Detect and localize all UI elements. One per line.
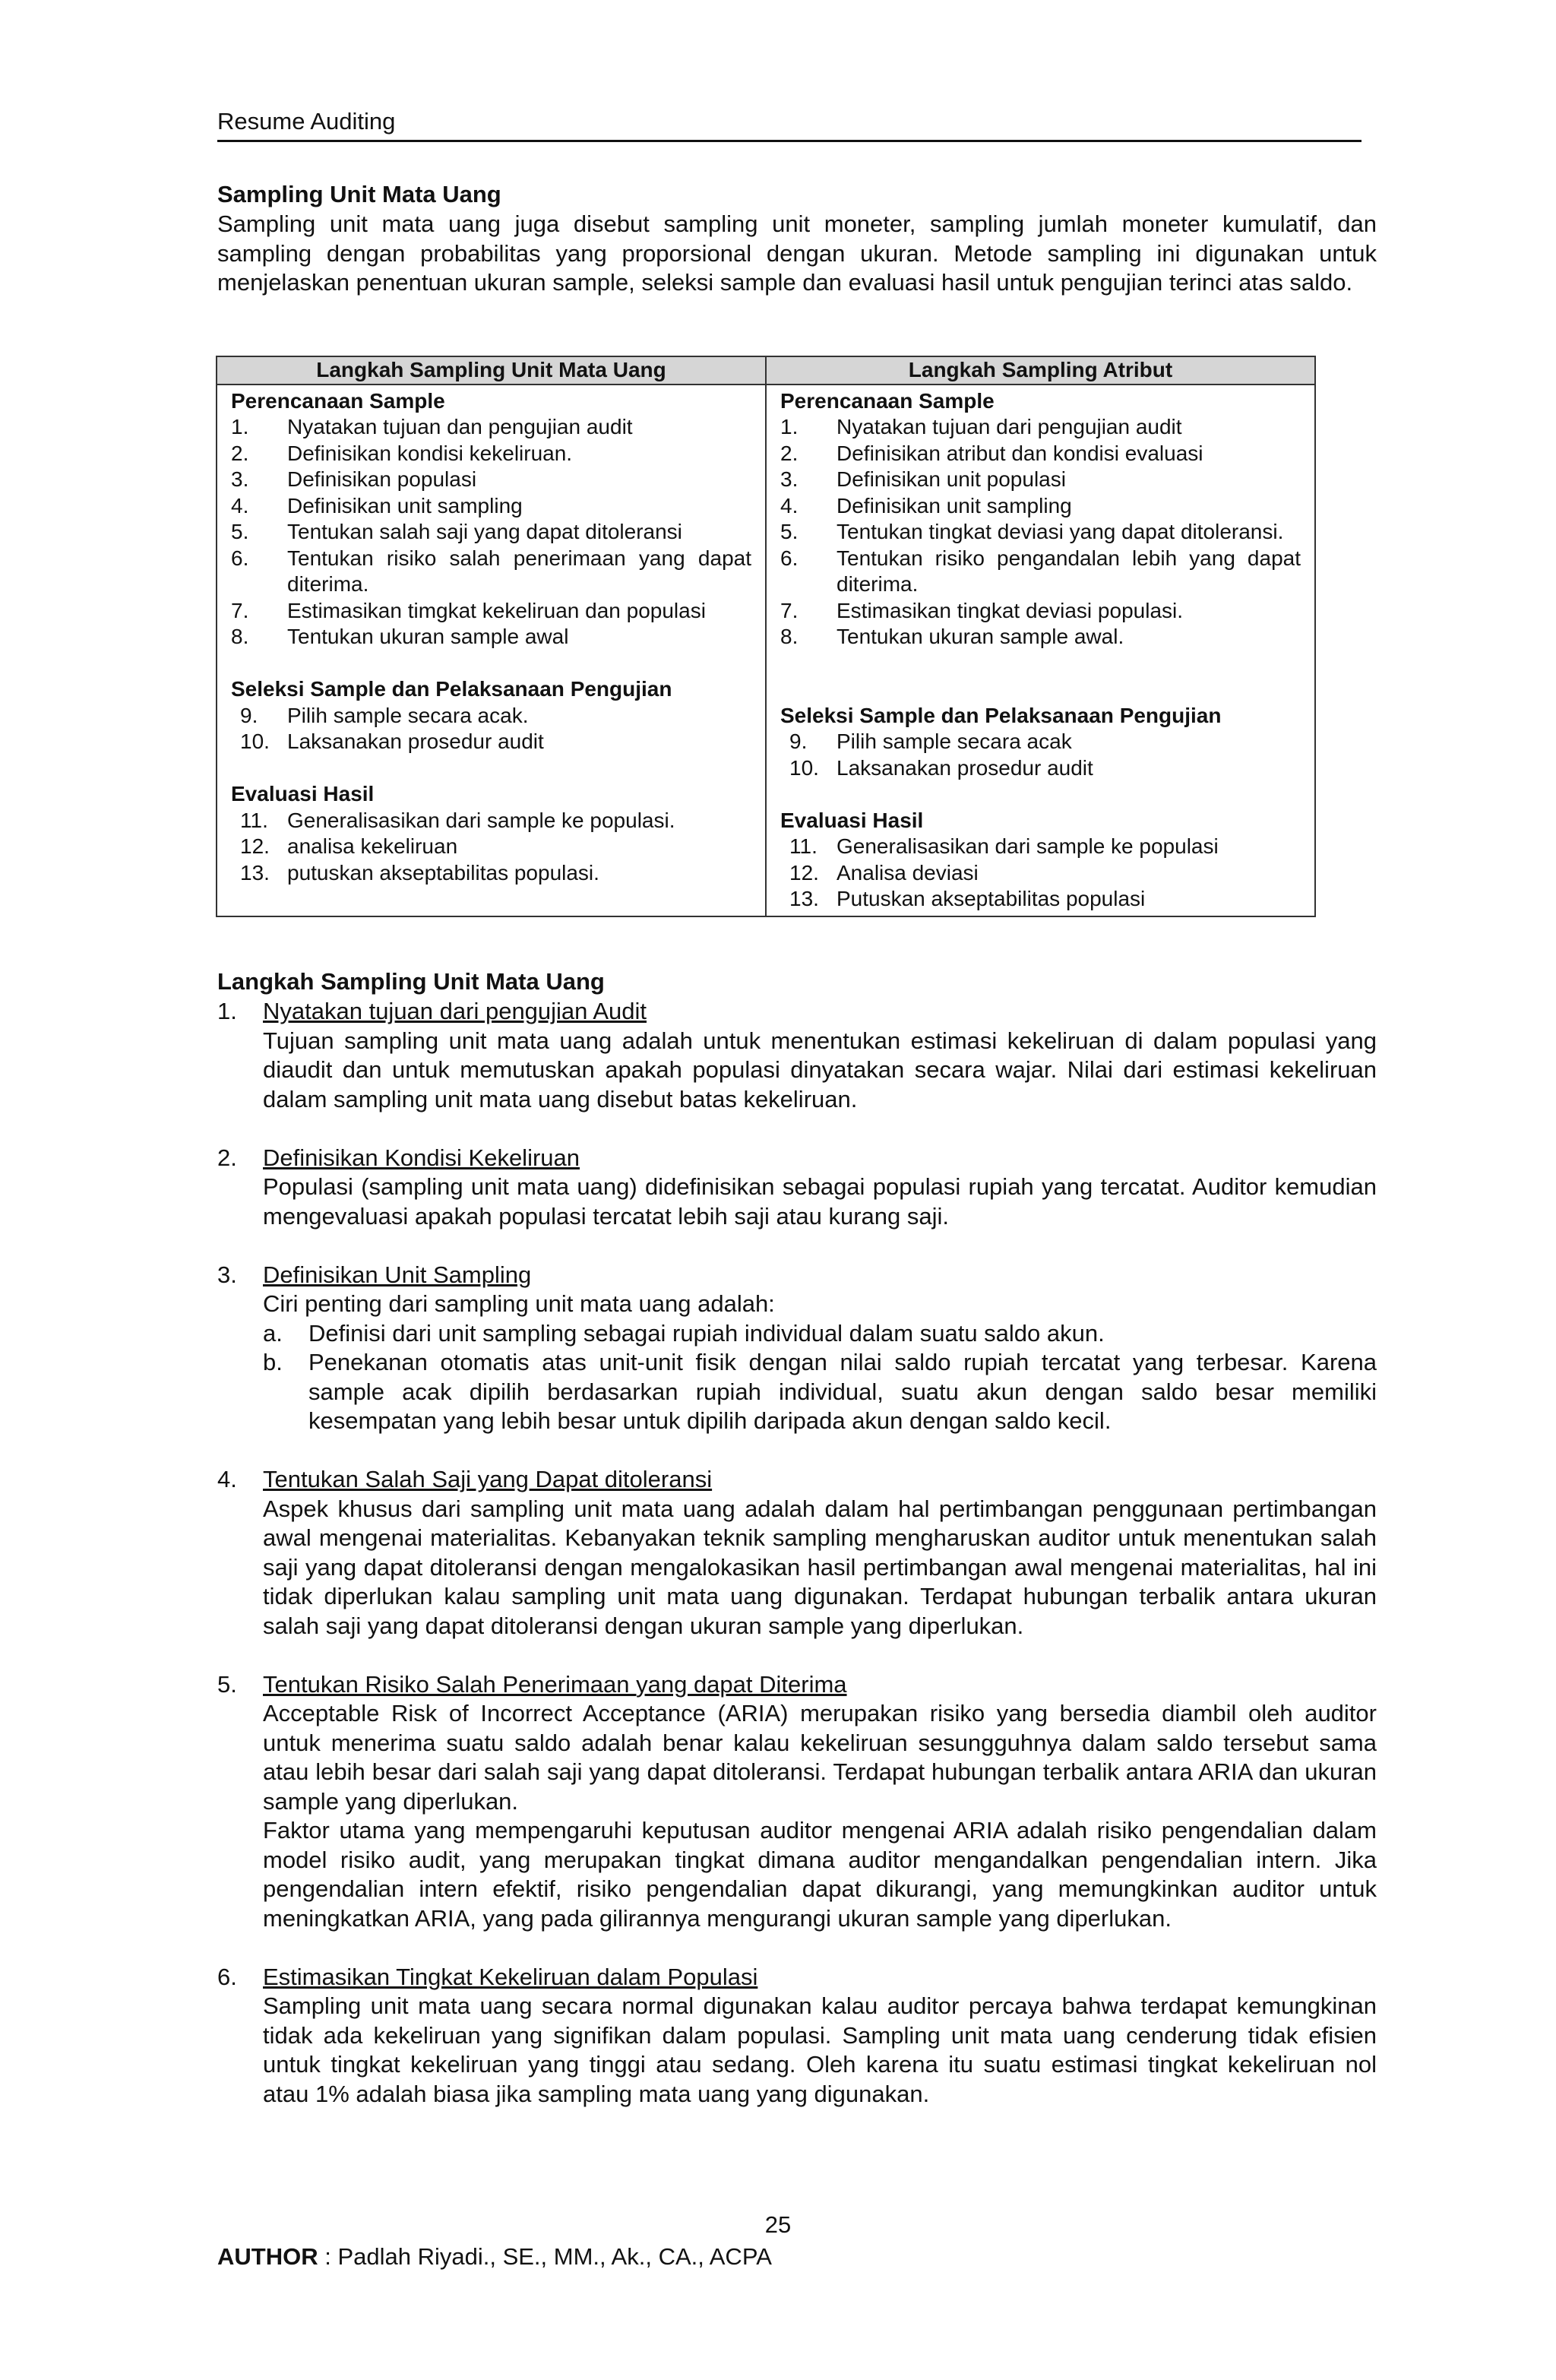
page-number: 25: [764, 2211, 792, 2238]
step-body: Faktor utama yang mempengaruhi keputusan auditor mengenai ARIA adalah risiko pengendalian dalam model risiko audit, yang merupakan tingkat dimana auditor mengandalkan pengendalian intern. Jika pengendalian intern efektif, risiko pengendalian dapat dikurangi, yang memungkinkan auditor untuk meningkatkan ARIA, yang pada gilirannya mengurangi ukuran sample yang diperlukan.: [263, 1817, 1377, 1932]
list-item: 11. Generalisasikan dari sample ke populasi.: [240, 808, 675, 832]
step-body: Ciri penting dari sampling unit mata uang adalah:: [263, 1290, 775, 1317]
step-title: Definisikan Kondisi Kekeliruan: [263, 1144, 580, 1171]
table-subheading: Evaluasi Hasil: [231, 782, 375, 805]
list-item: 3. Definisikan populasi: [231, 467, 477, 491]
section-heading: Langkah Sampling Unit Mata Uang: [217, 968, 605, 995]
list-item: 8. Tentukan ukuran sample awal: [231, 625, 569, 648]
step-number: 5.: [217, 1670, 237, 1698]
step-list: [231, 703, 751, 755]
running-header: Resume Auditing: [217, 108, 1362, 142]
list-item: 13. putuskan akseptabilitas populasi.: [240, 860, 599, 885]
step-list: [231, 414, 751, 650]
step-3: [217, 1261, 1377, 1436]
list-item: 13. Putuskan akseptabilitas populasi: [789, 887, 1146, 910]
step-list: [780, 834, 1301, 913]
list-item: 9. Pilih sample secara acak: [789, 730, 1072, 753]
step-body: Aspek khusus dari sampling unit mata uang adalah dalam hal pertimbangan penggunaan pertimbangan awal mengenai materialitas. Kebanyakan teknik sampling mengharuskan auditor untuk menentukan salah saji yang dapat ditoleransi dengan mengalokasikan hasil pertimbangan awal mengenai materialitas, hal ini tidak diperlukan kalau sampling unit mata uang digunakan. Terdapat hubungan terbalik antara ukuran salah saji yang dapat ditoleransi dengan ukuran sample yang diperlukan.: [263, 1495, 1377, 1639]
step-body: Populasi (sampling unit mata uang) didefinisikan sebagai populasi rupiah yang tercatat. Auditor kemudian mengevaluasi apakah populasi tercatat lebih saji atau kurang saji.: [263, 1173, 1377, 1230]
step-6: [217, 1963, 1377, 2109]
steps-section: [217, 967, 1377, 2109]
step-number: 3.: [217, 1261, 237, 1288]
list-item: 5. Tentukan tingkat deviasi yang dapat ditoleransi.: [780, 520, 1284, 543]
step-number: 1.: [217, 998, 237, 1024]
list-item: 10. Laksanakan prosedur audit: [789, 755, 1093, 780]
list-item: 6. Tentukan risiko salah penerimaan yang dapat diterima.: [231, 546, 751, 596]
section-heading: Sampling Unit Mata Uang: [217, 181, 501, 207]
list-item: 5. Tentukan salah saji yang dapat ditoleransi: [231, 520, 682, 543]
list-item: 6. Tentukan risiko pengandalan lebih yang dapat diterima.: [780, 546, 1301, 596]
col-attribute: [766, 385, 1315, 916]
list-item: 4. Definisikan unit sampling: [780, 493, 1072, 517]
step-5: [217, 1670, 1377, 1934]
table-subheading: Seleksi Sample dan Pelaksanaan Pengujian: [231, 677, 672, 701]
step-2: [217, 1144, 1377, 1232]
list-item: 4. Definisikan unit sampling: [231, 493, 523, 517]
step-number: 4.: [217, 1466, 237, 1492]
sub-item: a. Definisi dari unit sampling sebagai rupiah individual dalam suatu saldo akun.: [263, 1319, 1105, 1347]
list-item: 12. Analisa deviasi: [789, 860, 979, 885]
col-header-monetary: Langkah Sampling Unit Mata Uang: [217, 356, 766, 385]
step-title: Tentukan Salah Saji yang Dapat ditoleransi: [263, 1466, 713, 1492]
step-body: Tujuan sampling unit mata uang adalah untuk menentukan estimasi kekeliruan di dalam populasi yang diaudit dan untuk memutuskan apakah populasi dinyatakan secara wajar. Nilai dari estimasi kekeliruan dalam sampling unit mata uang disebut batas kekeliruan.: [263, 1027, 1377, 1112]
intro-paragraph: Sampling unit mata uang juga disebut sampling unit moneter, sampling jumlah moneter kumulatif, dan sampling dengan probabilitas yang proporsional dengan ukuran. Metode sampling ini digunakan untuk menjelaskan penentuan ukuran sample, seleksi sample dan evaluasi hasil untuk pengujian terinci atas saldo.: [217, 210, 1377, 296]
list-item: 2. Definisikan kondisi kekeliruan.: [231, 441, 573, 465]
list-item: 2. Definisikan atribut dan kondisi evaluasi: [780, 441, 1203, 465]
list-item: 12. analisa kekeliruan: [240, 834, 458, 858]
table-subheading: Evaluasi Hasil: [780, 808, 924, 832]
step-title: Nyatakan tujuan dari pengujian Audit: [263, 998, 647, 1024]
list-item: 7. Estimasikan tingkat deviasi populasi.: [780, 598, 1184, 622]
intro-section: [217, 179, 1377, 298]
step-body: Acceptable Risk of Incorrect Acceptance (ARIA) merupakan risiko yang bersedia diambil oleh auditor untuk menerima suatu saldo adalah benar kalau kekeliruan sesungguhnya dalam saldo tersebut sama atau lebih besar dari salah saji yang dapat ditoleransi. Terdapat hubungan terbalik antara ARIA dan ukuran sample yang diperlukan.: [263, 1700, 1377, 1815]
step-list: [780, 414, 1301, 650]
list-item: 7. Estimasikan timgkat kekeliruan dan populasi: [231, 598, 706, 622]
table-subheading: Perencanaan Sample: [231, 388, 445, 413]
step-title: Tentukan Risiko Salah Penerimaan yang dapat Diterima: [263, 1670, 847, 1698]
author-label: AUTHOR: [217, 2243, 318, 2270]
comparison-table: [216, 356, 1316, 917]
step-list: [780, 729, 1301, 781]
table-subheading: Seleksi Sample dan Pelaksanaan Pengujian: [780, 703, 1222, 727]
list-item: 8. Tentukan ukuran sample awal.: [780, 625, 1124, 648]
table-subheading: Perencanaan Sample: [780, 388, 995, 413]
author-line: [217, 2243, 772, 2271]
list-item: 1. Nyatakan tujuan dari pengujian audit: [780, 415, 1182, 438]
step-title: Definisikan Unit Sampling: [263, 1261, 532, 1288]
step-4: [217, 1465, 1377, 1641]
author-name: : Padlah Riyadi., SE., MM., Ak., CA., ACPA: [324, 2243, 772, 2270]
step-number: 6.: [217, 1963, 237, 1990]
list-item: 9. Pilih sample secara acak.: [240, 703, 529, 727]
step-list: [231, 808, 751, 887]
list-item: 10. Laksanakan prosedur audit: [240, 730, 544, 753]
list-item: 3. Definisikan unit populasi: [780, 467, 1066, 491]
col-monetary: [217, 385, 766, 916]
step-number: 2.: [217, 1144, 237, 1171]
list-item: 11. Generalisasikan dari sample ke populasi: [789, 834, 1219, 858]
step-body: Sampling unit mata uang secara normal digunakan kalau auditor percaya bahwa terdapat kemungkinan tidak ada kekeliruan yang signifikan dalam populasi. Sampling unit mata uang cenderung tidak efisien untuk tingkat kekeliruan yang tinggi atau sedang. Oleh karena itu suatu estimasi tingkat kekeliruan nol atau 1% adalah biasa jika sampling mata uang yang digunakan.: [263, 1992, 1377, 2107]
step-title: Estimasikan Tingkat Kekeliruan dalam Populasi: [263, 1963, 758, 1990]
list-item: 1. Nyatakan tujuan dan pengujian audit: [231, 415, 633, 438]
step-1: [217, 997, 1377, 1114]
col-header-attribute: Langkah Sampling Atribut: [766, 356, 1315, 385]
sub-item: b. Penekanan otomatis atas unit-unit fisik dengan nilai saldo rupiah tercatat yang terbesar. Karena sample acak dipilih berdasarkan rupiah individual, suatu akun dengan saldo besar memiliki kesempatan yang lebih besar untuk dipilih daripada akun dengan saldo kecil.: [263, 1349, 1377, 1434]
